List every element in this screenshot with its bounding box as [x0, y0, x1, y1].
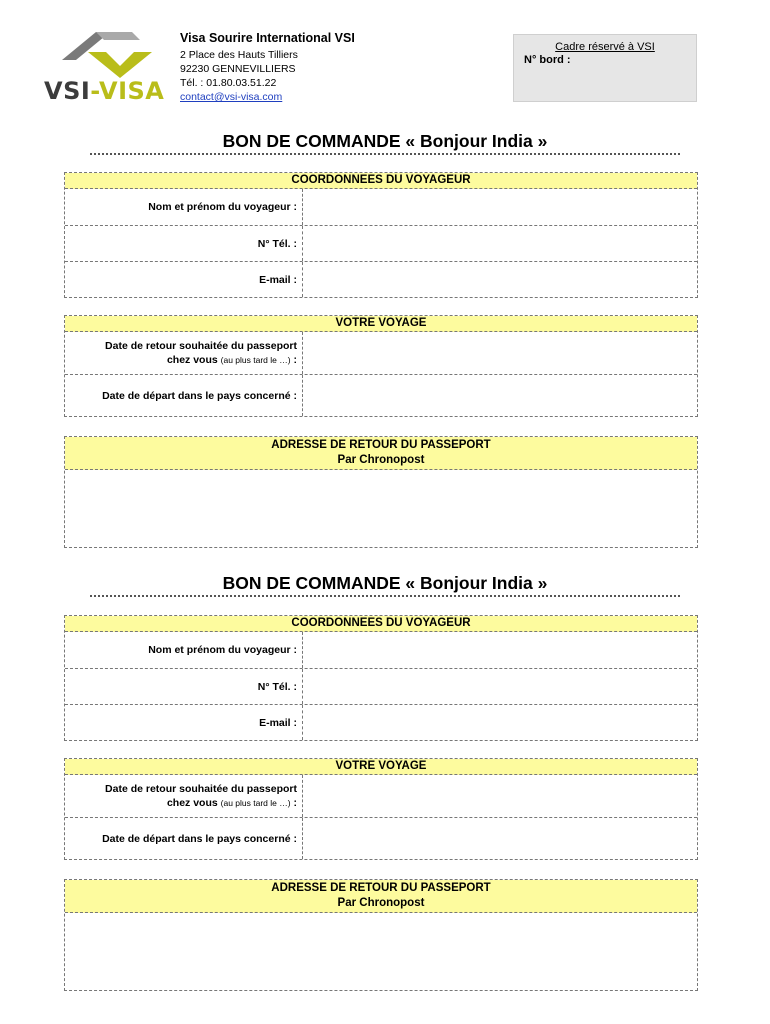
return-address-header: [65, 880, 697, 913]
return-date-label: [65, 775, 303, 817]
return-address-section: [64, 436, 698, 548]
return-date-field[interactable]: [303, 775, 697, 817]
traveler-email-label: E-mail :: [65, 262, 303, 297]
logo-text-vsi: VSI: [44, 77, 91, 105]
traveler-phone-label: N° Tél. :: [65, 669, 303, 704]
return-date-label-line2: [167, 353, 297, 367]
return-address-field[interactable]: [65, 913, 697, 990]
logo-text-visa: VISA: [99, 77, 165, 105]
reserved-box-title: Cadre réservé à VSI: [555, 41, 655, 53]
reserved-box: [513, 34, 697, 102]
return-date-label-colon: :: [293, 354, 297, 366]
traveler-phone-row: [65, 669, 697, 705]
traveler-section-header: COORDONNEES DU VOYAGEUR: [65, 616, 697, 632]
return-date-label-line2: [167, 796, 297, 810]
traveler-email-field[interactable]: [303, 705, 697, 740]
trip-section: [64, 315, 698, 417]
return-date-row: [65, 332, 697, 375]
form-title: BON DE COMMANDE « Bonjour India »: [222, 573, 548, 593]
company-email-link[interactable]: contact@vsi-visa.com: [180, 91, 283, 103]
traveler-section-header: COORDONNEES DU VOYAGEUR: [65, 173, 697, 189]
title-dotted-rule: [90, 153, 680, 155]
trip-section-header: VOTRE VOYAGE: [65, 759, 697, 775]
traveler-name-label: Nom et prénom du voyageur :: [65, 189, 303, 225]
bord-number-label: N° bord :: [524, 54, 571, 66]
return-date-label-line1: Date de retour souhaitée du passeport: [105, 783, 297, 795]
title-dotted-rule: [90, 595, 680, 597]
departure-date-row: [65, 818, 697, 859]
traveler-section: [64, 615, 698, 741]
traveler-name-row: [65, 632, 697, 669]
company-address-line2: 92230 GENNEVILLIERS: [180, 63, 296, 75]
logo-chevron-icon: [44, 26, 174, 78]
return-date-label-home: chez vous: [166, 354, 218, 366]
traveler-phone-row: [65, 226, 697, 262]
traveler-section: [64, 172, 698, 298]
return-address-header-line2: Par Chronopost: [337, 897, 425, 909]
return-date-field[interactable]: [303, 332, 697, 374]
departure-date-row: [65, 375, 697, 416]
return-date-label-line1: Date de retour souhaitée du passeport: [105, 340, 297, 352]
form-title: BON DE COMMANDE « Bonjour India »: [222, 131, 548, 151]
return-date-label-hint: (au plus tard le …): [220, 355, 291, 365]
trip-section-header: VOTRE VOYAGE: [65, 316, 697, 332]
traveler-email-field[interactable]: [303, 262, 697, 297]
return-address-header-line1: ADRESSE DE RETOUR DU PASSEPORT: [271, 882, 491, 894]
traveler-name-field[interactable]: [303, 189, 697, 225]
traveler-name-label: Nom et prénom du voyageur :: [65, 632, 303, 668]
return-date-label-colon: :: [293, 797, 297, 809]
return-date-label-hint: (au plus tard le …): [220, 798, 291, 808]
traveler-name-field[interactable]: [303, 632, 697, 668]
traveler-phone-label: N° Tél. :: [65, 226, 303, 261]
departure-date-label: Date de départ dans le pays concerné :: [65, 375, 303, 416]
return-date-label-home: chez vous: [166, 797, 218, 809]
company-info: [180, 30, 355, 104]
return-date-label: [65, 332, 303, 374]
company-phone: Tél. : 01.80.03.51.22: [180, 77, 277, 89]
departure-date-field[interactable]: [303, 818, 697, 859]
return-date-row: [65, 775, 697, 818]
traveler-email-row: [65, 262, 697, 297]
trip-section: [64, 758, 698, 860]
vsi-visa-logo: [44, 26, 174, 104]
traveler-phone-field[interactable]: [303, 669, 697, 704]
traveler-name-row: [65, 189, 697, 226]
traveler-email-label: E-mail :: [65, 705, 303, 740]
departure-date-label: Date de départ dans le pays concerné :: [65, 818, 303, 859]
company-name: Visa Sourire International VSI: [180, 31, 355, 45]
return-address-header: [65, 437, 697, 470]
traveler-email-row: [65, 705, 697, 740]
logo-wordmark: [44, 78, 174, 104]
traveler-phone-field[interactable]: [303, 226, 697, 261]
return-address-header-line1: ADRESSE DE RETOUR DU PASSEPORT: [271, 439, 491, 451]
departure-date-field[interactable]: [303, 375, 697, 416]
return-address-header-line2: Par Chronopost: [337, 454, 425, 466]
company-address-line1: 2 Place des Hauts Tilliers: [180, 49, 298, 61]
return-address-field[interactable]: [65, 470, 697, 547]
return-address-section: [64, 879, 698, 991]
logo-text-dash: -: [90, 77, 100, 105]
